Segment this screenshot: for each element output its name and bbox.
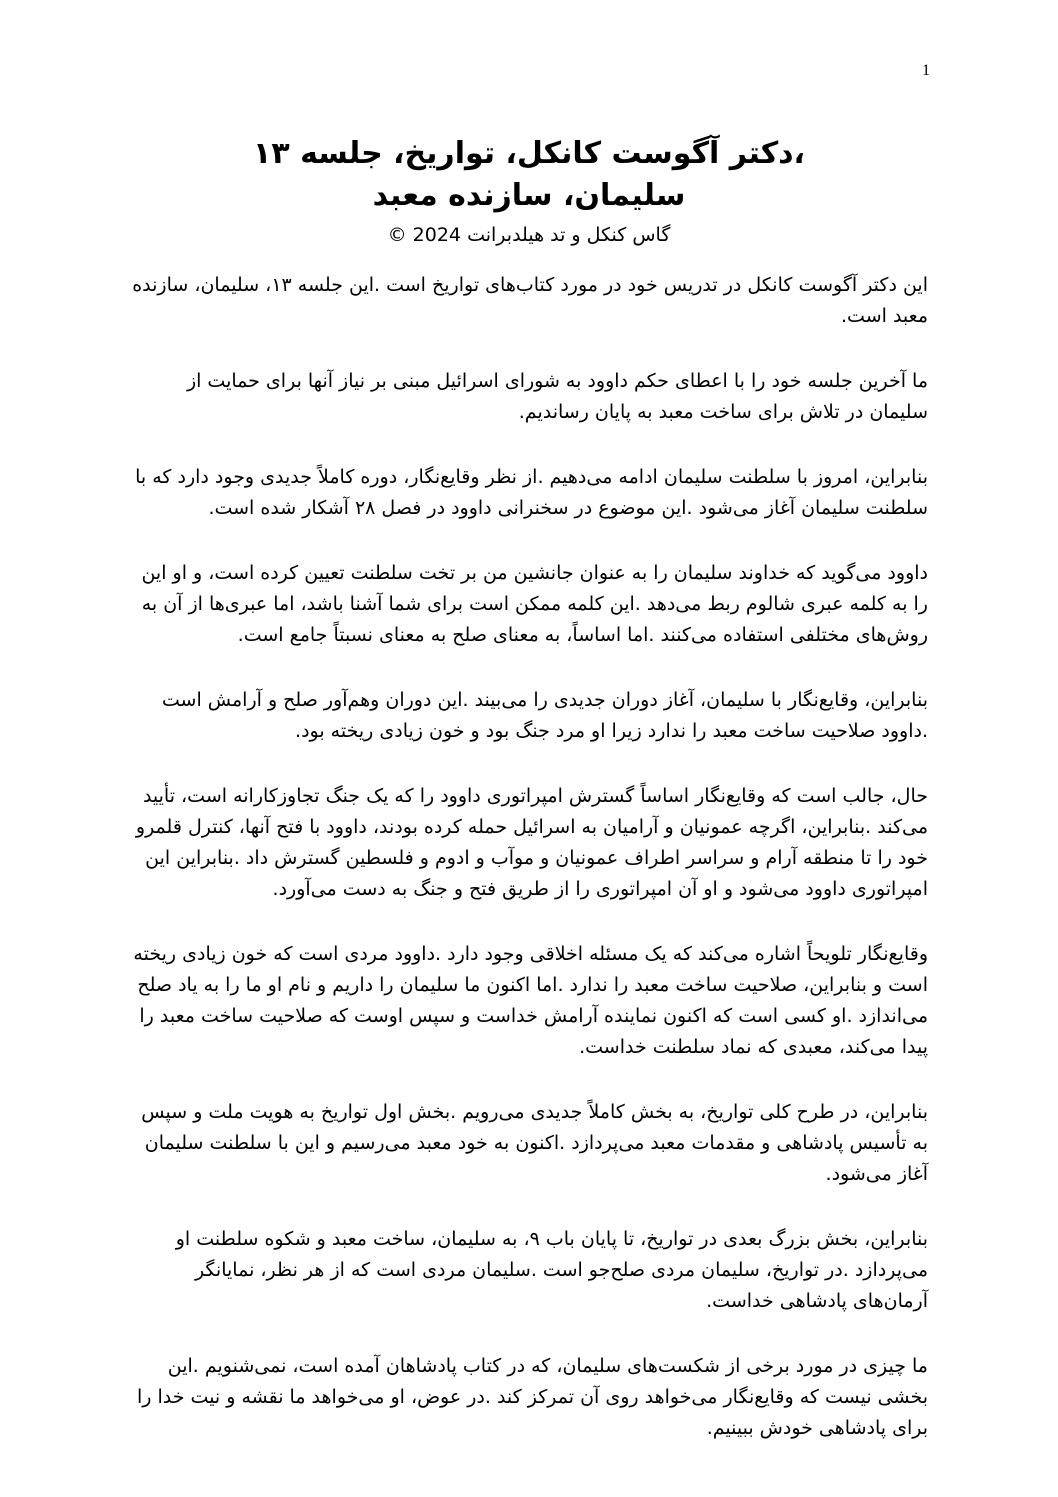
page-number: 1	[922, 62, 930, 79]
paragraph-8: بنابراین، در طرح کلی تواریخ، به بخش کاملاً جدیدی می‌رویم .بخش اول تواریخ به هویت ملت و سپس به تأسیس پادشاهی و مقدمات معبد می‌پردازد .اکنون به خود معبد می‌رسیم و این با سلطنت سلیمان آغاز می‌شود.	[141, 1101, 928, 1185]
copyright-line: گاس کنکل و تد هیلدبرانت 2024 ©	[387, 224, 671, 246]
document-body	[128, 270, 928, 1478]
paragraph-7: وقایع‌نگار تلویحاً اشاره می‌کند که یک مسئله اخلاقی وجود دارد .داوود مردی است که خون زیادی ریخته است و بنابراین، صلاحیت ساخت معبد را ندارد .اما اکنون ما سلیمان را داریم و نام او ما را به یاد صلح می‌اندازد .او کسی است که اکنون نماینده آرامش خداست و سپس اوست که صلاحیت ساخت معبد را پیدا می‌کند، معبدی که نماد سلطنت خداست.	[133, 943, 928, 1058]
paragraph-4: داوود می‌گوید که خداوند سلیمان را به عنوان جانشین من بر تخت سلطنت تعیین کرده است، و او این را به کلمه عبری شالوم ربط می‌دهد .این کلمه ممکن است برای شما آشنا باشد، اما عبری‌ها از آن به روش‌های مختلفی استفاده می‌کنند .اما اساساً، به معنای صلح به معنای نسبتاً جامع است.	[141, 562, 928, 646]
paragraph-6: حال، جالب است که وقایع‌نگار اساساً گسترش امپراتوری داوود را که یک جنگ تجاوزکارانه است، تأیید می‌کند .بنابراین، اگرچه عمونیان و آرامیان به اسرائیل حمله کرده بودند، داوود با فتح آنها، کنترل قلمرو خود را تا منطقه آرام و سراسر اطراف عمونیان و موآب و ادوم و فلسطین گسترش داد .بنابراین این امپراتوری داوود می‌شود و او آن امپراتوری را از طریق فتح و جنگ به دست می‌آورد.	[135, 785, 928, 900]
document-title-line-1: ،دکتر آگوست کانکل، تواریخ، جلسه ۱۳	[253, 136, 805, 171]
document-title-line-2: سلیمان، سازنده معبد	[372, 178, 686, 213]
paragraph-3: بنابراین، امروز با سلطنت سلیمان ادامه می‌دهیم .از نظر وقایع‌نگار، دوره کاملاً جدیدی وجود دارد که با سلطنت سلیمان آغاز می‌شود .این موضوع در سخنرانی داوود در فصل ۲۸ آشکار شده است.	[135, 466, 928, 519]
title-block	[0, 133, 1058, 249]
paragraph-9: بنابراین، بخش بزرگ بعدی در تواریخ، تا پایان باب ۹، به سلیمان، ساخت معبد و شکوه سلطنت او می‌پردازد .در تواریخ، سلیمان مردی صلح‌جو است .سلیمان مردی است که از هر نظر، نمایانگر آرمان‌های پادشاهی خداست.	[175, 1228, 928, 1312]
paragraph-2: ما آخرین جلسه خود را با اعطای حکم داوود به شورای اسرائیل مبنی بر نیاز آنها برای حمایت از سلیمان در تلاش برای ساخت معبد به پایان رساندیم.	[186, 370, 928, 423]
paragraph-5: بنابراین، وقایع‌نگار با سلیمان، آغاز دوران جدیدی را می‌بیند .این دوران وهم‌آور صلح و آرامش است .داوود صلاحیت ساخت معبد را ندارد زیرا او مرد جنگ بود و خون زیادی ریخته بود.	[161, 689, 928, 742]
paragraph-10: ما چیزی در مورد برخی از شکست‌های سلیمان، که در کتاب پادشاهان آمده است، نمی‌شنویم .این بخشی نیست که وقایع‌نگار می‌خواهد روی آن تمرکز کند .در عوض، او می‌خواهد ما نقشه و نیت خدا را برای پادشاهی خودش ببینیم.	[137, 1355, 928, 1439]
paragraph-1: این دکتر آگوست کانکل در تدریس خود در مورد کتاب‌های تواریخ است .این جلسه ۱۳، سلیمان، سازنده معبد است.	[132, 274, 928, 327]
